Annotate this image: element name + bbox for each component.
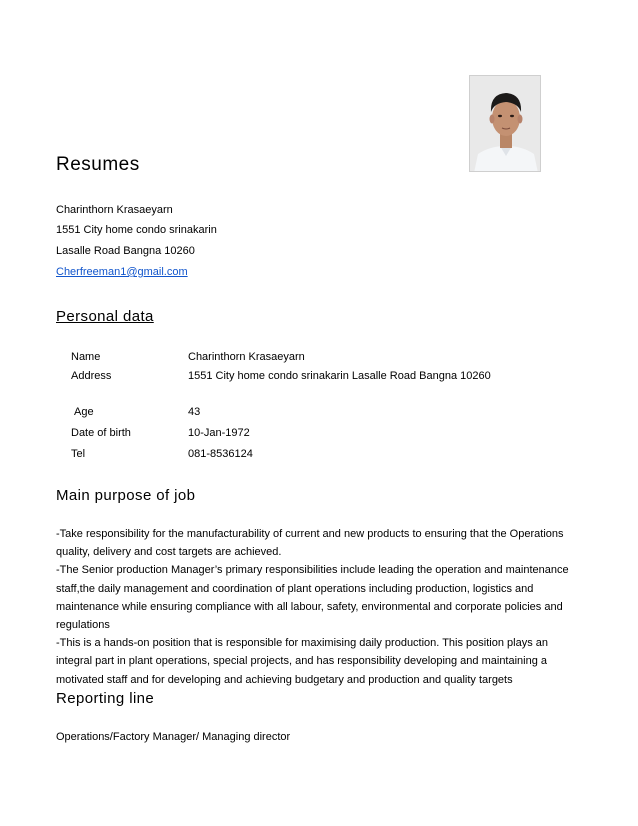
main-purpose-heading: Main purpose of job bbox=[56, 487, 196, 504]
reporting-line-heading: Reporting line bbox=[56, 690, 155, 707]
contact-address-line1: 1551 City home condo srinakarin bbox=[56, 224, 217, 236]
email-link[interactable]: Cherfreeman1@gmail.com bbox=[56, 266, 188, 278]
profile-photo bbox=[469, 75, 541, 172]
age-value: 43 bbox=[188, 406, 201, 418]
name-label: Name bbox=[71, 351, 101, 363]
purpose-paragraph-3: -This is a hands-on position that is responsible for maximising daily production. This position plays an integral part in plant operations, special projects, and has responsibility developing and maintaining a motivated staff and for developing and achieving budgetary and production and quality targets bbox=[56, 637, 548, 686]
purpose-paragraph-2: -The Senior production Manager’s primary responsibilities include leading the operation and maintenance staff,the daily management and coordination of plant operations including production, logistics and maintenance while ensuring compliance with all labour, safety, environmental and corporate policies and regulations bbox=[56, 564, 569, 632]
age-label: Age bbox=[74, 406, 94, 418]
contact-address-line2: Lasalle Road Bangna 10260 bbox=[56, 245, 195, 257]
dob-value: 10-Jan-1972 bbox=[188, 427, 250, 439]
page-title: Resumes bbox=[56, 154, 140, 175]
reporting-line-text: Operations/Factory Manager/ Managing director bbox=[56, 731, 291, 743]
name-value: Charinthorn Krasaeyarn bbox=[188, 351, 305, 363]
tel-value: 081-8536124 bbox=[188, 448, 253, 460]
purpose-paragraph-1: -Take responsibility for the manufacturability of current and new products to ensuring that the Operations quality, delivery and cost targets are achieved. bbox=[56, 528, 564, 559]
contact-name: Charinthorn Krasaeyarn bbox=[56, 204, 173, 216]
address-value: 1551 City home condo srinakarin Lasalle Road Bangna 10260 bbox=[188, 370, 491, 382]
portrait-illustration bbox=[470, 76, 541, 172]
main-purpose-body bbox=[56, 525, 586, 689]
address-label: Address bbox=[71, 370, 112, 382]
personal-data-heading: Personal data bbox=[56, 308, 154, 325]
tel-label: Tel bbox=[71, 448, 86, 460]
contact-email-row bbox=[56, 265, 188, 279]
dob-label: Date of birth bbox=[71, 427, 131, 439]
